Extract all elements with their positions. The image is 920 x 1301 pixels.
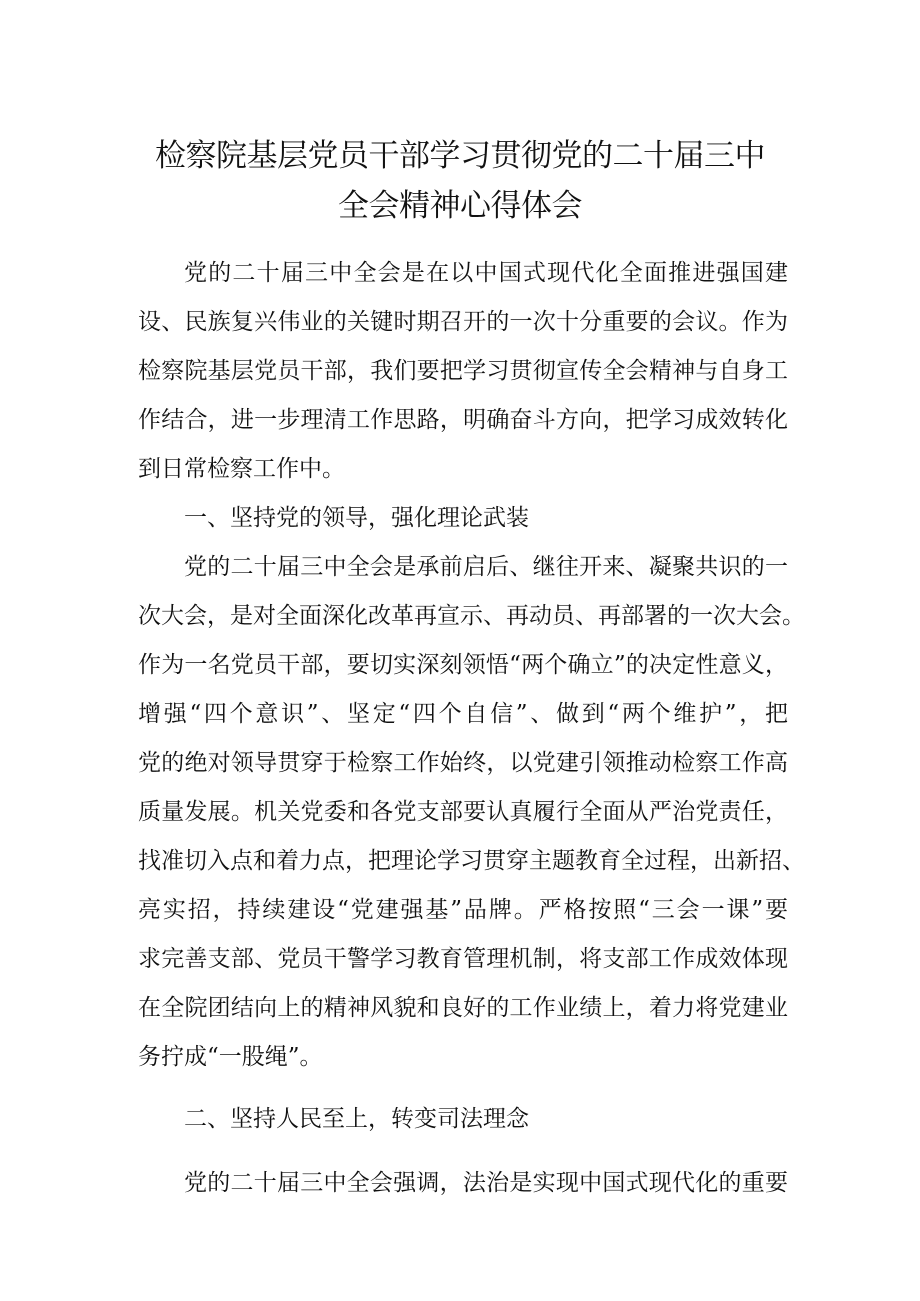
paragraph-line: 党的二十届三中全会是承前启后、继往开来、凝聚共识的一 [184,554,788,580]
paragraph-line: 增强“四个意识”、坚定“四个自信”、做到“两个维护”，把 [138,701,788,727]
paragraph-line: 质量发展。机关党委和各党支部要认真履行全面从严治党责任， [138,799,788,825]
document-title-line-1: 检察院基层党员干部学习贯彻党的二十届三中 [155,138,765,174]
paragraph-line: 党的二十届三中全会强调，法治是实现中国式现代化的重要 [184,1170,788,1196]
paragraph-line: 亮实招，持续建设“党建强基”品牌。严格按照“三会一课”要 [138,897,788,923]
section-2-heading: 二、坚持人民至上，转变司法理念 [184,1106,529,1132]
paragraph-line: 作结合，进一步理清工作思路，明确奋斗方向，把学习成效转化 [138,407,788,433]
paragraph-line: 务拧成“一股绳”。 [138,1044,323,1070]
paragraph-line: 设、民族复兴伟业的关键时期召开的一次十分重要的会议。作为 [138,309,788,335]
paragraph-line: 次大会，是对全面深化改革再宣示、再动员、再部署的一次大会。 [138,603,805,629]
paragraph-line: 作为一名党员干部，要切实深刻领悟“两个确立”的决定性意义， [138,652,788,678]
paragraph-line: 党的二十届三中全会是在以中国式现代化全面推进强国建 [184,260,788,286]
document-title-line-2: 全会精神心得体会 [338,188,582,224]
paragraph-line: 找准切入点和着力点，把理论学习贯穿主题教育全过程，出新招、 [138,848,805,874]
paragraph-line: 党的绝对领导贯穿于检察工作始终，以党建引领推动检察工作高 [138,750,788,776]
section-1-heading: 一、坚持党的领导，强化理论武装 [184,505,529,531]
paragraph-line: 检察院基层党员干部，我们要把学习贯彻宣传全会精神与自身工 [138,358,788,384]
paragraph-line: 在全院团结向上的精神风貌和良好的工作业绩上，着力将党建业 [138,995,788,1021]
paragraph-line: 求完善支部、党员干警学习教育管理机制，将支部工作成效体现 [138,946,788,972]
paragraph-line: 到日常检察工作中。 [138,456,345,482]
